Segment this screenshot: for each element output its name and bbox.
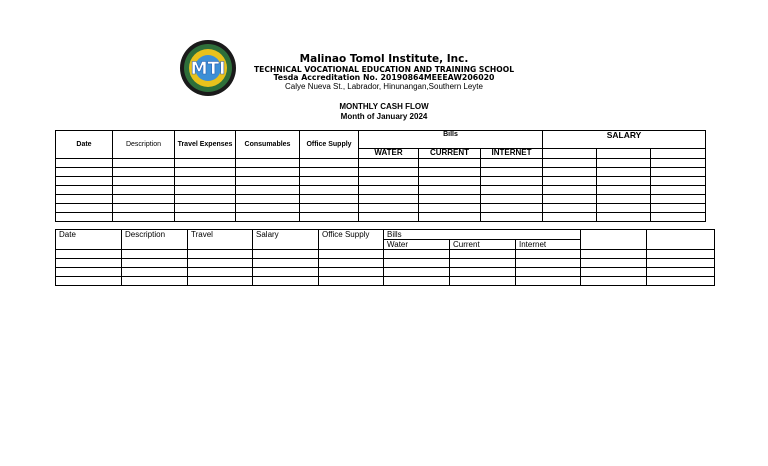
table-cell[interactable]: [175, 195, 236, 204]
report-title: MONTHLY CASH FLOW: [339, 102, 429, 111]
table-cell[interactable]: [543, 195, 597, 204]
table-cell[interactable]: [253, 259, 319, 268]
table-row: [56, 177, 706, 186]
table-cell[interactable]: [581, 268, 647, 277]
table-cell[interactable]: [300, 159, 359, 168]
table-cell[interactable]: [419, 195, 481, 204]
table-cell[interactable]: [319, 250, 384, 259]
col-header-office-supply: Office Supply: [300, 131, 359, 159]
table-cell[interactable]: [597, 177, 651, 186]
table-cell[interactable]: [175, 213, 236, 222]
col-header-salary: Salary: [253, 230, 319, 250]
report-period: Month of January 2024: [340, 111, 428, 121]
col-header-internet: INTERNET: [481, 149, 543, 159]
table-cell[interactable]: [419, 159, 481, 168]
table-cell[interactable]: [175, 159, 236, 168]
table-cell[interactable]: [481, 204, 543, 213]
table-cell[interactable]: [597, 186, 651, 195]
table-cell[interactable]: [113, 204, 175, 213]
table-cell[interactable]: [236, 213, 300, 222]
table-cell[interactable]: [359, 204, 419, 213]
school-type: TECHNICAL VOCATIONAL EDUCATION AND TRAINING SCHOOL: [253, 64, 515, 74]
school-header: [240, 54, 528, 92]
table-cell[interactable]: [651, 159, 706, 168]
table-cell[interactable]: [300, 195, 359, 204]
table-cell[interactable]: [384, 259, 450, 268]
table-cell[interactable]: [113, 213, 175, 222]
salary-sub-cell: [597, 149, 651, 159]
table-cell[interactable]: [543, 159, 597, 168]
table-cell[interactable]: [384, 277, 450, 286]
table-cell[interactable]: [56, 250, 122, 259]
table-cell[interactable]: [300, 213, 359, 222]
table-cell[interactable]: [481, 186, 543, 195]
svg-text:MTI: MTI: [190, 59, 226, 79]
blank-header-cell: [581, 230, 647, 250]
table-cell[interactable]: [651, 168, 706, 177]
table-cell[interactable]: [253, 277, 319, 286]
table-cell[interactable]: [597, 168, 651, 177]
table-cell[interactable]: [175, 186, 236, 195]
table-row: [56, 204, 706, 213]
table-cell[interactable]: [359, 177, 419, 186]
table-row: [56, 168, 706, 177]
table-row: [56, 277, 715, 286]
table-cell[interactable]: [647, 268, 715, 277]
table-cell[interactable]: [359, 168, 419, 177]
table-cell[interactable]: [236, 195, 300, 204]
table-cell[interactable]: [597, 159, 651, 168]
table-row: [56, 250, 715, 259]
table-cell[interactable]: [113, 186, 175, 195]
table-cell[interactable]: [236, 204, 300, 213]
table-cell[interactable]: [56, 268, 122, 277]
table-cell[interactable]: [236, 168, 300, 177]
table-cell[interactable]: [516, 250, 581, 259]
table-cell[interactable]: [122, 268, 188, 277]
col-header-water: WATER: [359, 149, 419, 159]
table-cell[interactable]: [543, 186, 597, 195]
table-cell[interactable]: [651, 204, 706, 213]
table-cell[interactable]: [450, 250, 516, 259]
col-header-internet: Internet: [516, 240, 581, 250]
accreditation-number: Tesda Accreditation No. 20190864MEEEAW206020: [273, 73, 495, 83]
table-cell[interactable]: [319, 268, 384, 277]
table-cell[interactable]: [113, 168, 175, 177]
table-cell[interactable]: [236, 177, 300, 186]
table-cell[interactable]: [122, 259, 188, 268]
col-header-consumables: Consumables: [236, 131, 300, 159]
table-cell[interactable]: [647, 259, 715, 268]
table-row: [56, 195, 706, 204]
col-header-current: CURRENT: [419, 149, 481, 159]
table-cell[interactable]: [481, 177, 543, 186]
report-titles: [284, 102, 484, 121]
table-cell[interactable]: [56, 186, 113, 195]
table-cell[interactable]: [56, 177, 113, 186]
table-cell[interactable]: [113, 195, 175, 204]
table-cell[interactable]: [359, 213, 419, 222]
table-cell[interactable]: [481, 195, 543, 204]
table-cell[interactable]: [359, 186, 419, 195]
table-cell[interactable]: [56, 204, 113, 213]
table-cell[interactable]: [188, 259, 253, 268]
table-cell[interactable]: [419, 168, 481, 177]
salary-sub-cell: [651, 149, 706, 159]
table-cell[interactable]: [300, 168, 359, 177]
cash-flow-table-1: [55, 130, 706, 222]
institute-name: Malinao Tomol Institute, Inc.: [299, 53, 469, 65]
table-cell[interactable]: [188, 277, 253, 286]
table-cell[interactable]: [56, 195, 113, 204]
table-cell[interactable]: [188, 268, 253, 277]
table-cell[interactable]: [419, 213, 481, 222]
col-header-description: Description: [113, 131, 175, 159]
table-cell[interactable]: [597, 204, 651, 213]
table-cell[interactable]: [300, 177, 359, 186]
table-cell[interactable]: [188, 250, 253, 259]
table-cell[interactable]: [175, 168, 236, 177]
col-header-water: Water: [384, 240, 450, 250]
cash-flow-table-2: [55, 229, 715, 286]
table-cell[interactable]: [516, 259, 581, 268]
table-cell[interactable]: [56, 159, 113, 168]
table-cell[interactable]: [300, 204, 359, 213]
table-cell[interactable]: [113, 177, 175, 186]
col-header-current: Current: [450, 240, 516, 250]
col-header-date: Date: [56, 131, 113, 159]
table-cell[interactable]: [647, 277, 715, 286]
col-header-travel-expenses: Travel Expenses: [175, 131, 236, 159]
school-address: Calye Nueva St., Labrador, Hinunangan,Southern Leyte: [285, 81, 483, 91]
table-cell[interactable]: [113, 159, 175, 168]
table-cell[interactable]: [122, 277, 188, 286]
table-cell[interactable]: [300, 186, 359, 195]
col-header-office-supply: Office Supply: [319, 230, 384, 250]
table-cell[interactable]: [450, 259, 516, 268]
table-row: [56, 268, 715, 277]
table-cell[interactable]: [419, 177, 481, 186]
table-cell[interactable]: [122, 250, 188, 259]
col-header-date: Date: [56, 230, 122, 250]
table-cell[interactable]: [597, 213, 651, 222]
col-header-travel: Travel: [188, 230, 253, 250]
table-cell[interactable]: [543, 177, 597, 186]
table-cell[interactable]: [651, 177, 706, 186]
table-cell[interactable]: [56, 259, 122, 268]
table-cell[interactable]: [56, 168, 113, 177]
table-cell[interactable]: [651, 213, 706, 222]
blank-header-cell: [647, 230, 715, 250]
table-cell[interactable]: [253, 268, 319, 277]
table-cell[interactable]: [175, 204, 236, 213]
table-cell[interactable]: [651, 195, 706, 204]
table-cell[interactable]: [236, 186, 300, 195]
table-cell[interactable]: [175, 177, 236, 186]
table-row: [56, 213, 706, 222]
col-header-bills: Bills: [384, 230, 581, 240]
table-cell[interactable]: [236, 159, 300, 168]
table-row: [56, 259, 715, 268]
table-row: [56, 186, 706, 195]
table-cell[interactable]: [516, 268, 581, 277]
salary-sub-cell: [543, 149, 597, 159]
table-cell[interactable]: [651, 186, 706, 195]
table-row: [56, 159, 706, 168]
col-header-salary: SALARY: [543, 131, 706, 149]
table-cell[interactable]: [56, 213, 113, 222]
table-cell[interactable]: [481, 168, 543, 177]
table-cell[interactable]: [359, 195, 419, 204]
table-cell[interactable]: [319, 259, 384, 268]
table-cell[interactable]: [384, 250, 450, 259]
table-cell[interactable]: [319, 277, 384, 286]
table-cell[interactable]: [450, 268, 516, 277]
table-cell[interactable]: [581, 277, 647, 286]
table-cell[interactable]: [56, 277, 122, 286]
col-header-description: Description: [122, 230, 188, 250]
table-cell[interactable]: [581, 250, 647, 259]
table-cell[interactable]: [543, 168, 597, 177]
table-cell[interactable]: [419, 204, 481, 213]
school-logo: [179, 39, 237, 97]
table-cell[interactable]: [647, 250, 715, 259]
table-cell[interactable]: [543, 213, 597, 222]
table-cell[interactable]: [419, 186, 481, 195]
table-cell[interactable]: [384, 268, 450, 277]
table-cell[interactable]: [516, 277, 581, 286]
table-cell[interactable]: [481, 213, 543, 222]
table-cell[interactable]: [581, 259, 647, 268]
table-cell[interactable]: [597, 195, 651, 204]
col-header-bills: Bills: [359, 131, 543, 149]
table-cell[interactable]: [253, 250, 319, 259]
table-cell[interactable]: [481, 159, 543, 168]
table-cell[interactable]: [359, 159, 419, 168]
table-cell[interactable]: [450, 277, 516, 286]
table-cell[interactable]: [543, 204, 597, 213]
